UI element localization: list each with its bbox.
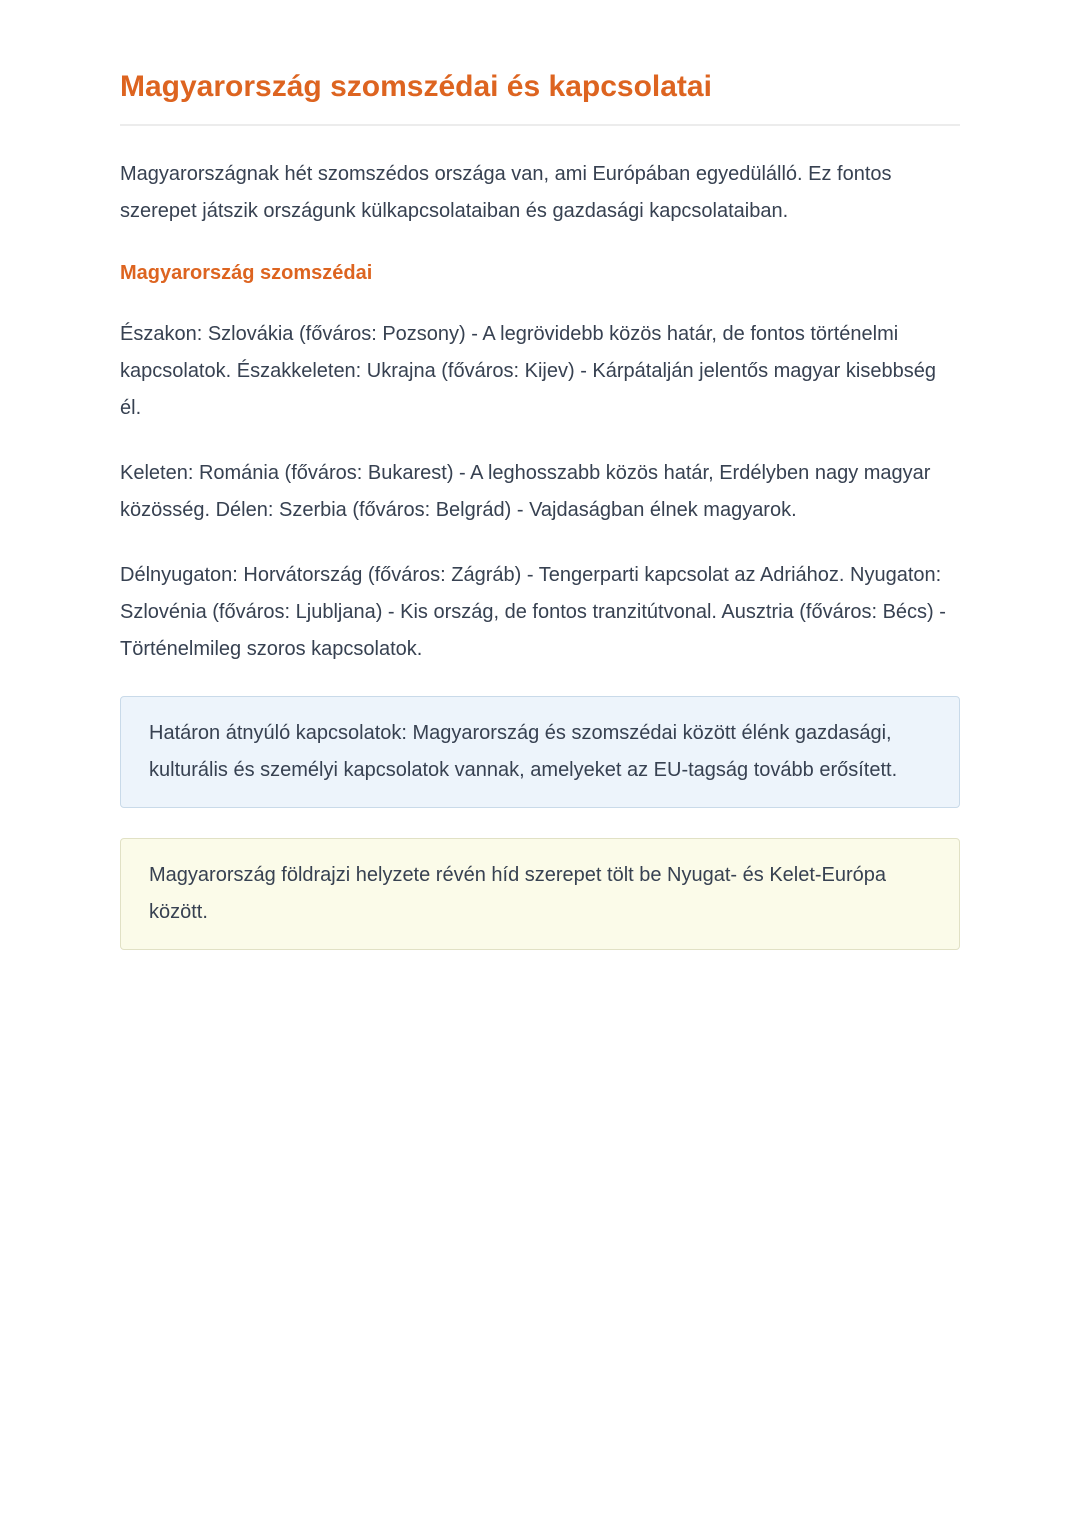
paragraph-north-northeast: Északon: Szlovákia (főváros: Pozsony) - A legrövidebb közös határ, de fontos történelmi kapcsolatok. Északkeleten: Ukrajna (főváros: Kijev) - Kárpátalján jelentős magyar kisebbség él. <box>120 323 936 419</box>
title-divider <box>120 124 960 126</box>
info-callout-text: Határon átnyúló kapcsolatok: Magyarország és szomszédai között élénk gazdasági, kulturális és személyi kapcsolatok vannak, amelyeket az EU-tagság tovább erősített. <box>149 722 898 781</box>
page-title: Magyarország szomszédai és kapcsolatai <box>120 70 712 103</box>
info-callout-cross-border <box>120 696 960 808</box>
document-page <box>120 0 960 950</box>
section-heading-neighbors: Magyarország szomszédai <box>120 262 373 284</box>
intro-paragraph: Magyarországnak hét szomszédos országa van, ami Európában egyedülálló. Ez fontos szerepet játszik országunk külkapcsolataiban és gazdasági kapcsolataiban. <box>120 163 892 222</box>
note-callout-text: Magyarország földrajzi helyzete révén híd szerepet tölt be Nyugat- és Kelet-Európa között. <box>149 864 887 923</box>
note-callout-bridge-role <box>120 838 960 950</box>
paragraph-east-south: Keleten: Románia (főváros: Bukarest) - A leghosszabb közös határ, Erdélyben nagy magyar közösség. Délen: Szerbia (főváros: Belgrád) - Vajdaságban élnek magyarok. <box>120 462 931 521</box>
paragraph-southwest-west: Délnyugaton: Horvátország (főváros: Zágráb) - Tengerparti kapcsolat az Adriához. Nyugaton: Szlovénia (főváros: Ljubljana) - Kis ország, de fontos tranzitútvonal. Ausztria (főváros: Bécs) - Történelmileg szoros kapcsolatok. <box>120 564 946 660</box>
